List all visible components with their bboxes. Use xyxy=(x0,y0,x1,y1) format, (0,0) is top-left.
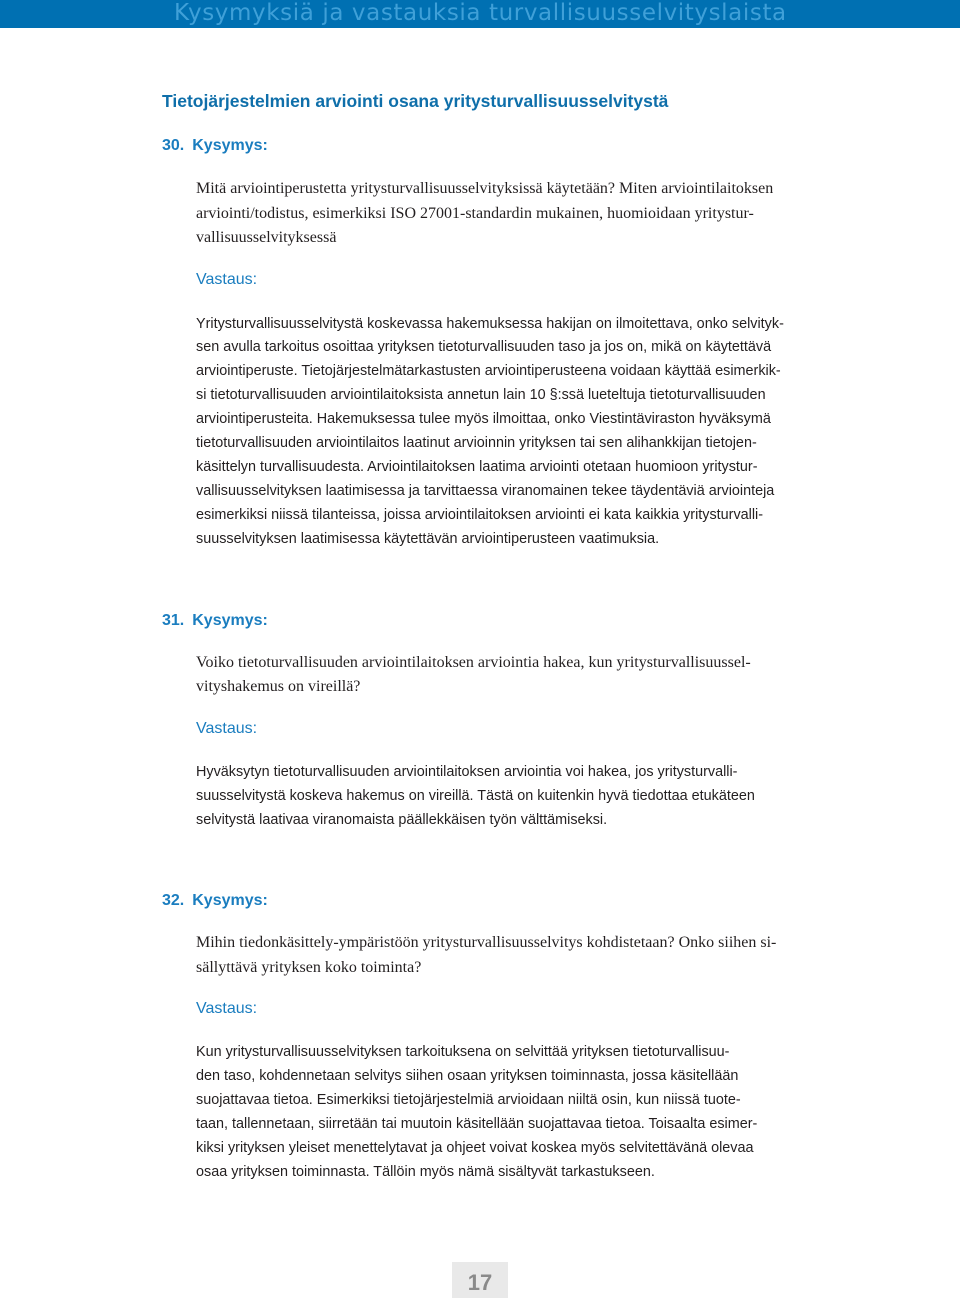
answer-label: Vastaus: xyxy=(196,1000,258,1017)
answer-label: Vastaus: xyxy=(196,720,258,737)
header-bar xyxy=(0,0,960,28)
answer-line: sen avulla tarkoitus osoittaa yrityksen tietoturvallisuuden taso ja jos on, mikä on käytettävä xyxy=(196,339,772,355)
answer-line: arviointiperusteita. Hakemuksessa tulee myös ilmoittaa, onko Viestintäviraston hyväksymä xyxy=(196,411,771,427)
question-label xyxy=(162,612,268,630)
answer-line: arviointiperuste. Tietojärjestelmätarkastusten arviointiperusteena voidaan käyttää esimerkik- xyxy=(196,363,781,379)
answer-line: osaa yrityksen toiminnasta. Tällöin myös nämä sisältyvät tarkastukseen. xyxy=(196,1164,655,1180)
answer-line: suusselvitystä koskeva hakemus on vireillä. Tästä on kuitenkin hyvä tiedottaa etukäteen xyxy=(196,788,755,804)
question-label xyxy=(162,892,268,910)
answer-line: Yritysturvallisuusselvitystä koskevassa hakemuksessa hakijan on ilmoitettava, onko selvityk- xyxy=(196,316,784,332)
answer-line: si tietoturvallisuuden arviointilaitoksista annetun lain 10 §:ssä lueteltuja tietoturvallisuuden xyxy=(196,387,766,403)
question-number: 32. xyxy=(162,892,185,909)
answer-line: kiksi yrityksen yleiset menettelytavat ja ohjeet voivat koskea myös selvitettävänä olevaa xyxy=(196,1140,754,1156)
question-label-text: Kysymys: xyxy=(192,892,268,909)
question-line: vityshakemus on vireillä? xyxy=(196,678,361,695)
question-label-text: Kysymys: xyxy=(192,612,268,629)
answer-line: selvitystä laativaa viranomaista päällekkäisen työn välttämiseksi. xyxy=(196,812,608,828)
question-number: 30. xyxy=(162,137,185,154)
answer-label: Vastaus: xyxy=(196,271,258,288)
question-label xyxy=(162,137,268,155)
answer-line: tietoturvallisuuden arviointilaitos laatinut arvioinnin yrityksen tai sen alihankkijan tietojen- xyxy=(196,435,757,451)
question-label-text: Kysymys: xyxy=(192,137,268,154)
answer-line: suusselvityksen laatimisessa käytettävän arviointiperusteen vaatimuksia. xyxy=(196,531,660,547)
question-number: 31. xyxy=(162,612,185,629)
section-heading: Tietojärjestelmien arviointi osana yritysturvallisuusselvitystä xyxy=(162,91,669,111)
answer-line: taan, tallennetaan, siirretään tai muutoin käsitellään suojattavaa tietoa. Toisaalta esimer- xyxy=(196,1116,758,1132)
question-line: Voiko tietoturvallisuuden arviointilaitoksen arviointia hakea, kun yritysturvallisuussel- xyxy=(196,654,751,671)
question-line: sällyttävä yrityksen koko toiminta? xyxy=(196,959,422,976)
question-line: arviointi/todistus, esimerkiksi ISO 27001-standardin mukainen, huomioidaan yritystur- xyxy=(196,205,754,222)
answer-line: vallisuusselvityksen laatimisessa ja tarvittaessa viranomainen tekee täydentäviä arviointeja xyxy=(196,483,775,499)
question-line: Mihin tiedonkäsittely-ympäristöön yritysturvallisuusselvitys kohdistetaan? Onko siihen si- xyxy=(196,934,777,951)
answer-line: Hyväksytyn tietoturvallisuuden arviointilaitoksen arviointia voi hakea, jos yritysturvalli- xyxy=(196,764,738,780)
page-number: 17 xyxy=(452,1262,508,1298)
answer-line: käsittelyn turvallisuudesta. Arviointilaitoksen laatima arviointi otetaan huomioon yritystur- xyxy=(196,459,758,475)
answer-line: den taso, kohdennetaan selvitys siihen osaan yrityksen toiminnasta, jossa käsitellään xyxy=(196,1068,739,1084)
answer-line: suojattavaa tietoa. Esimerkiksi tietojärjestelmiä arvioidaan niiltä osin, kun niissä tuote- xyxy=(196,1092,741,1108)
document-title: Kysymyksiä ja vastauksia turvallisuusselvityslaista xyxy=(174,0,787,26)
answer-line: esimerkiksi niissä tilanteissa, joissa arviointilaitoksen arviointi ei kata kaikkia yritysturvalli- xyxy=(196,507,764,523)
question-line: vallisuusselvityksessä xyxy=(196,229,337,246)
question-line: Mitä arviointiperustetta yritysturvallisuusselvityksissä käytetään? Miten arviointilaitoksen xyxy=(196,180,774,197)
answer-line: Kun yritysturvallisuusselvityksen tarkoituksena on selvittää yrityksen tietoturvallisuu- xyxy=(196,1044,730,1060)
